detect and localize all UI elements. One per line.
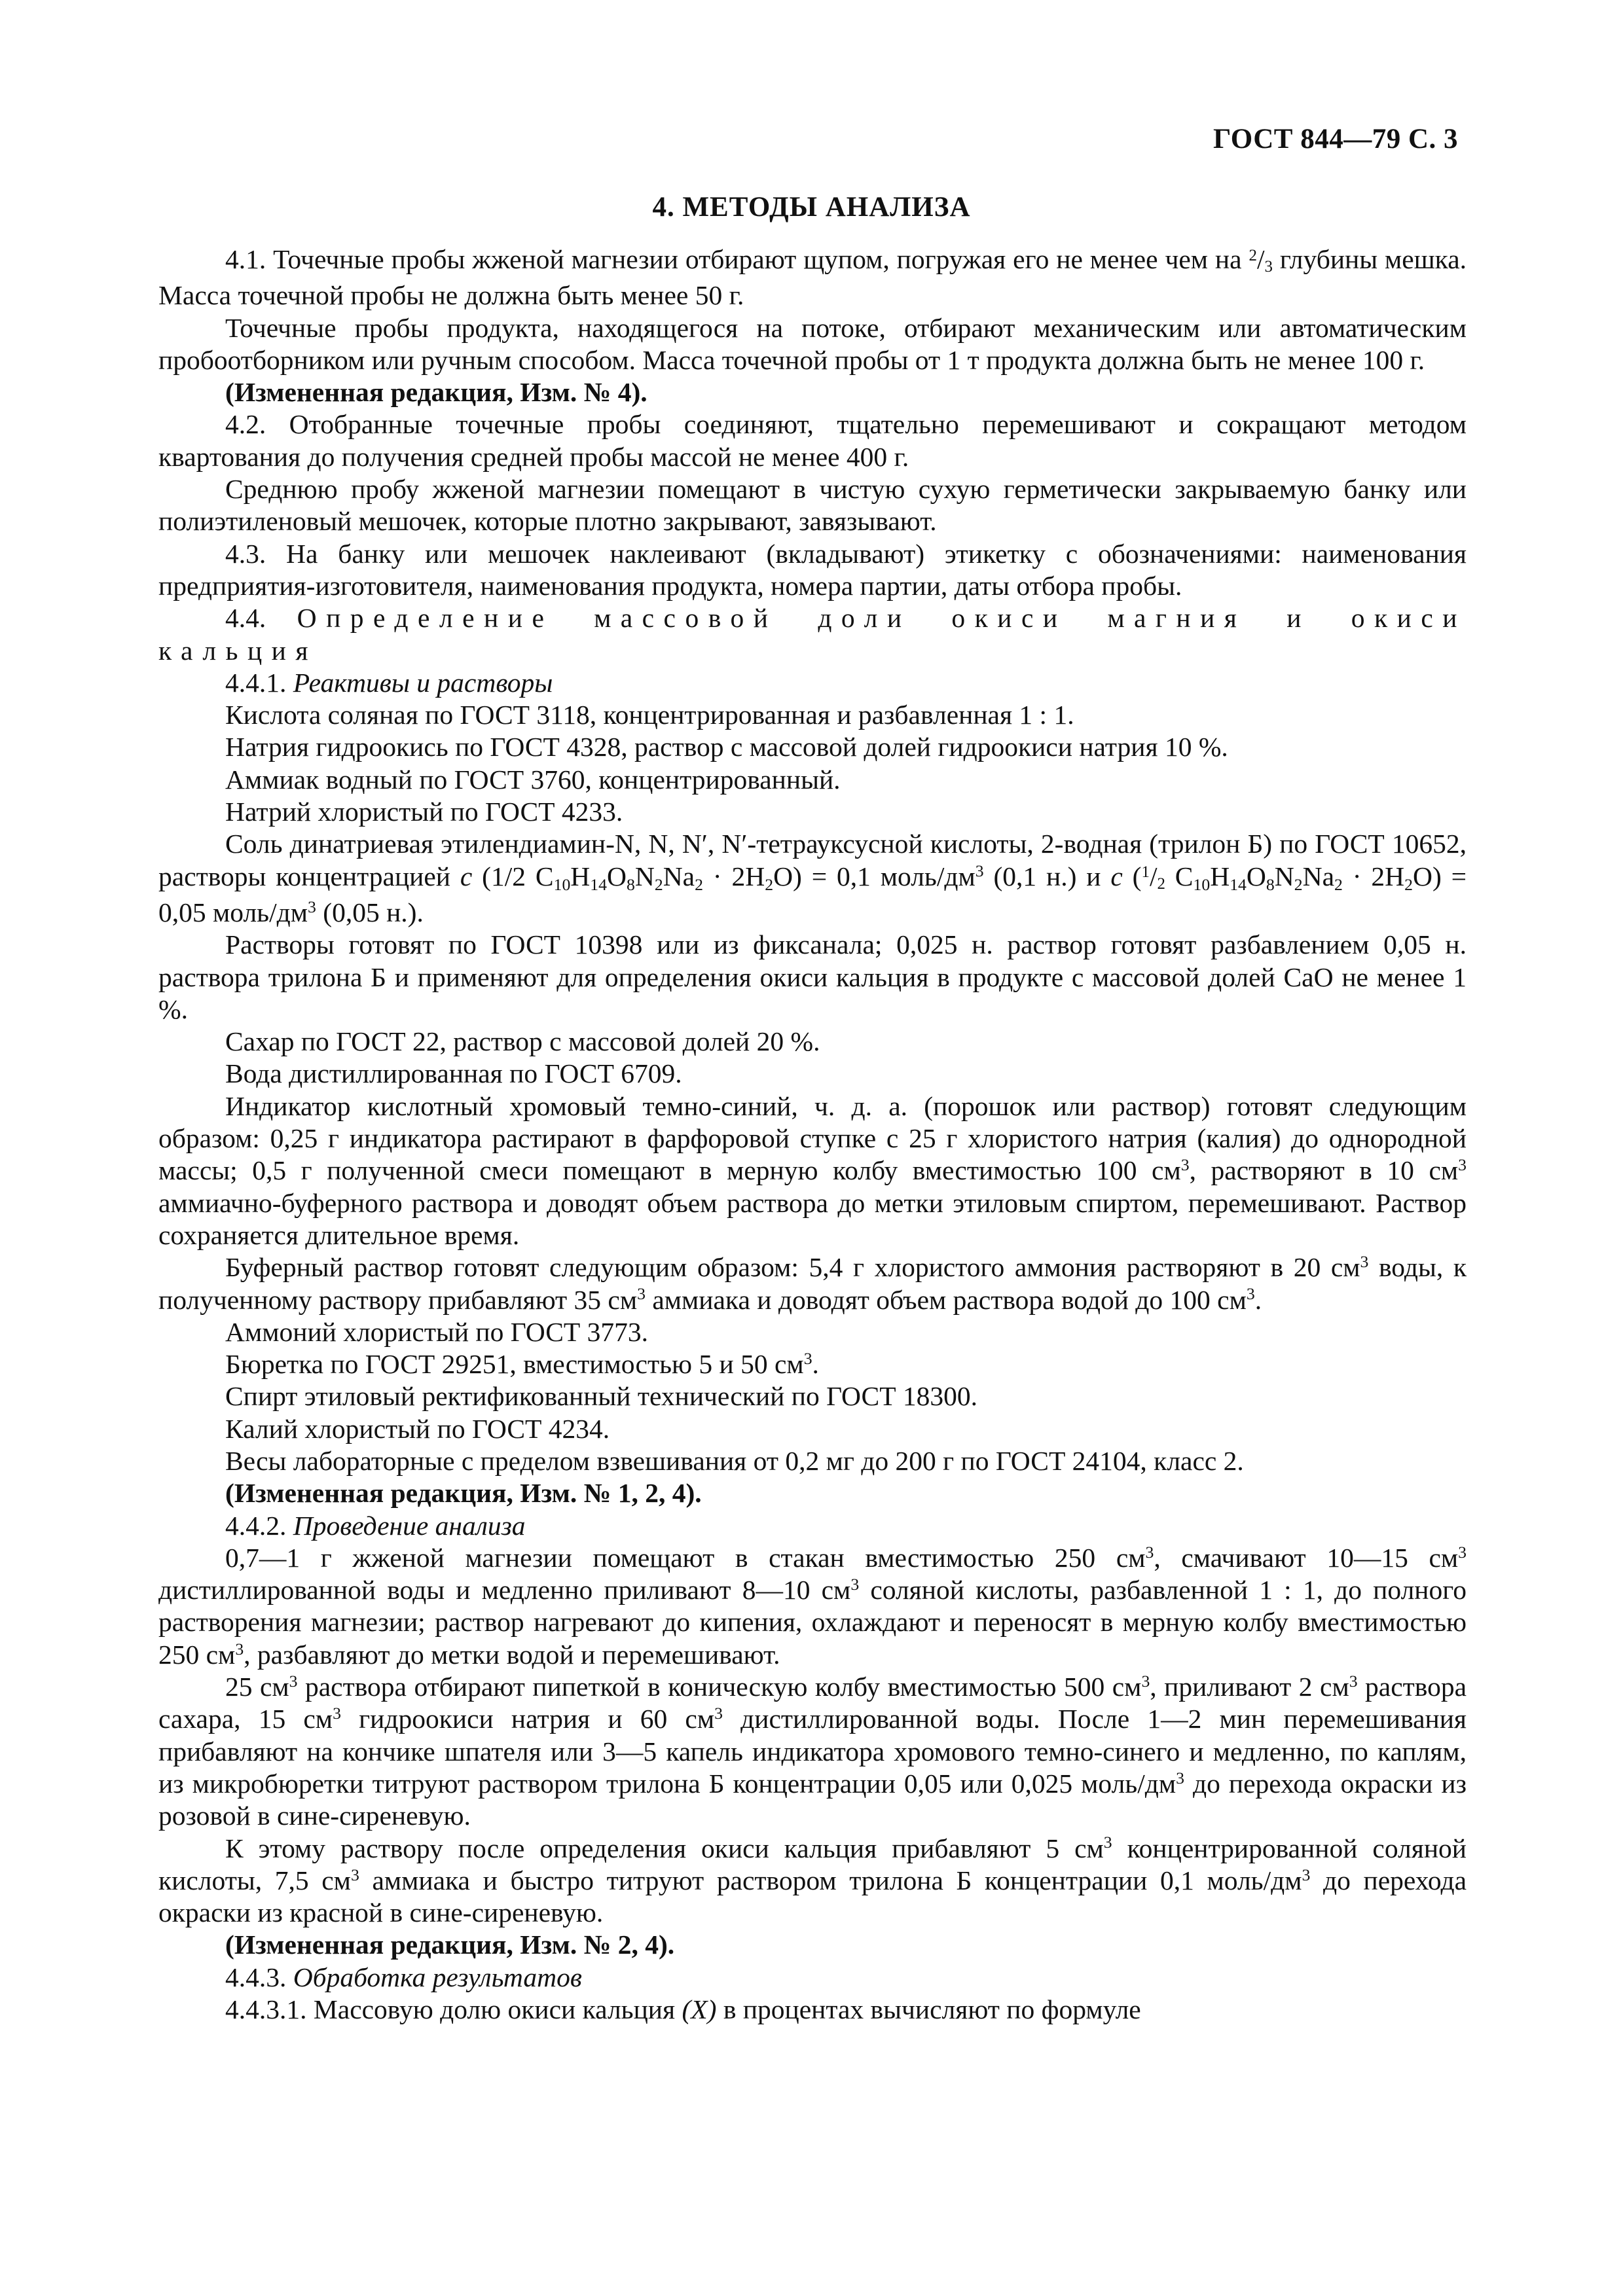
reagent-buret: Бюретка по ГОСТ 29251, вместимостью 5 и 50 $см^3$. xyxy=(225,1348,819,1380)
reagent-nacl: Натрий хлористый по ГОСТ 4233. xyxy=(225,797,623,827)
reagent-nh4cl: Аммоний хлористый по ГОСТ 3773. xyxy=(225,1316,648,1347)
reagent-acid: Кислота соляная по ГОСТ 3118, концентрированная и разбавленная 1 : 1. xyxy=(225,700,1074,730)
document-body xyxy=(158,243,1467,2026)
reagent-ammonia: Аммиак водный по ГОСТ 3760, концентрированный. xyxy=(225,764,841,795)
reagent-kcl: Калий хлористый по ГОСТ 4234. xyxy=(225,1413,610,1444)
analysis-step-3: К этому раствору после определения окиси кальция прибавляют 5 $см^3$ концентрированной соляной кислоты, 7,5 $см^3$ аммиака и быстро титруют раствором трилона Б концентрации 0,1 моль/$дм^3$ до перехода окраски из красной в сине-сиреневую. xyxy=(158,1833,1467,1928)
paragraph-flow-samples: Точечные пробы продукта, находящегося на потоке, отбирают механическим или автоматическим пробоотборником или ручным способом. Масса точечной пробы от 1 т продукта должна быть не менее 100 г. xyxy=(158,312,1467,375)
reagent-water: Вода дистиллированная по ГОСТ 6709. xyxy=(225,1058,682,1089)
section-title: 4. МЕТОДЫ АНАЛИЗА xyxy=(652,192,971,223)
analysis-step-2: 25 $см^3$ раствора отбирают пипеткой в коническую колбу вместимостью 500 $см^3$, приливают 2 $см^3$ раствора сахара, 15 $см^3$ гидроокиси натрия и 60 $см^3$ дистиллированной воды. После 1—2 мин перемешивания прибавляют на кончике шпателя или 3—5 капель индикатора хромового темно-синего и медленно, по каплям, из микробюретки титруют раствором трилона Б концентрации 0,05 или 0,025 моль/$дм^3$ до перехода окраски из розовой в сине-сиреневую. xyxy=(158,1671,1467,1831)
paragraph-4-3: 4.3. На банку или мешочек наклеивают (вкладывают) этикетку с обозначениями: наименования предприятия-изготовителя, наименования продукта, номера партии, даты отбора пробы. xyxy=(158,538,1467,601)
page-header: ГОСТ 844—79 С. 3 xyxy=(1213,124,1458,154)
paragraph-4-4-1: 4.4.1. Реактивы и растворы xyxy=(225,667,553,698)
analysis-step-1: 0,7—1 г жженой магнезии помещают в стакан вместимостью 250 $см^3$, смачивают 10—15 $см^3$ дистиллированной воды и медленно приливают 8—10 $см^3$ соляной кислоты, разбавленной 1 : 1, до полного растворения магнезии; раствор нагревают до кипения, охлаждают и переносят в мерную колбу вместимостью 250 $см^3$, разбавляют до метки водой и перемешивают. xyxy=(158,1542,1467,1670)
reagent-preparation: Растворы готовят по ГОСТ 10398 или из фиксанала; 0,025 н. раствор готовят разбавлением 0,05 н. раствора трилона Б и применяют для определения окиси кальция в продукте с массовой долей CaO не менее 1 %. xyxy=(158,929,1467,1024)
paragraph-4-4-2: 4.4.2. Проведение анализа xyxy=(225,1510,526,1541)
reagent-naoh: Натрия гидроокись по ГОСТ 4328, раствор с массовой долей гидроокиси натрия 10 %. xyxy=(225,732,1228,762)
reagent-sugar: Сахар по ГОСТ 22, раствор с массовой долей 20 %. xyxy=(225,1026,820,1057)
reagent-scales: Весы лабораторные с пределом взвешивания от 0,2 мг до 200 г по ГОСТ 24104, класс 2. xyxy=(225,1445,1244,1476)
reagent-ethanol: Спирт этиловый ректификованный технический по ГОСТ 18300. xyxy=(225,1381,978,1412)
paragraph-4-4-3: 4.4.3. Обработка результатов xyxy=(225,1962,582,1992)
paragraph-average-sample: Среднюю пробу жженой магнезии помещают в чистую сухую герметически закрываемую банку или полиэтиленовый мешочек, которые плотно закрывают, завязывают. xyxy=(158,474,1467,537)
reagent-trilon: Соль динатриевая этилендиамин-N, N, N′, N′-тетрауксусной кислоты, 2-водная (трилон Б) по ГОСТ 10652, растворы концентрацией c (1/2 $C_{10}H_{14}O_8N_2Na_2 \cdot 2H_2O) = 0,1$ моль/$дм^3$ (0,1 н.) и c ($^1$/2 $C_{10}H_{14}O_8N_2Na_2 \cdot 2H_2O) = 0,05$ моль/$дм^3$ (0,05 н.). xyxy=(158,829,1467,927)
paragraph-4-4: 4.4. Определение массовой доли окиси магния и окиси кальция xyxy=(158,603,1467,666)
reagent-indicator: Индикатор кислотный хромовый темно-синий, ч. д. а. (порошок или раствор) готовят следующим образом: 0,25 г индикатора растирают в фарфоровой ступке с 25 г хлористого натрия (калия) до однородной массы; 0,5 г полученной смеси помещают в мерную колбу вместимостью 100 $см^3$, растворяют в 10 $см^3$ аммиачно-буферного раствора и доводят объем раствора до метки этиловым спиртом, перемешивают. Раствор сохраняется длительное время. xyxy=(158,1090,1467,1250)
reagent-buffer: Буферный раствор готовят следующим образом: 5,4 г хлористого аммония растворяют в 20 $см^3$ воды, к полученному раствору прибавляют 35 $см^3$ аммиака и доводят объем раствора водой до 100 $см^3$. xyxy=(158,1252,1467,1315)
paragraph-4-1: 4.1. Точечные пробы жженой магнезии отбирают щупом, погружая его не менее чем на $^2$/3 глубины мешка. Масса точечной пробы не должна быть менее 50 г. xyxy=(158,244,1467,311)
revision-note: (Измененная редакция, Изм. № 1, 2, 4). xyxy=(225,1478,702,1509)
paragraph-4-2: 4.2. Отобранные точечные пробы соединяют, тщательно перемешивают и сокращают методом квартования до получения средней пробы массой не менее 400 г. xyxy=(158,409,1467,472)
revision-note: (Измененная редакция, Изм. № 4). xyxy=(225,377,647,408)
revision-note: (Измененная редакция, Изм. № 2, 4). xyxy=(225,1929,675,1960)
paragraph-4-4-3-1: 4.4.3.1. Массовую долю окиси кальция (X) в процентах вычисляют по формуле xyxy=(225,1994,1141,2025)
